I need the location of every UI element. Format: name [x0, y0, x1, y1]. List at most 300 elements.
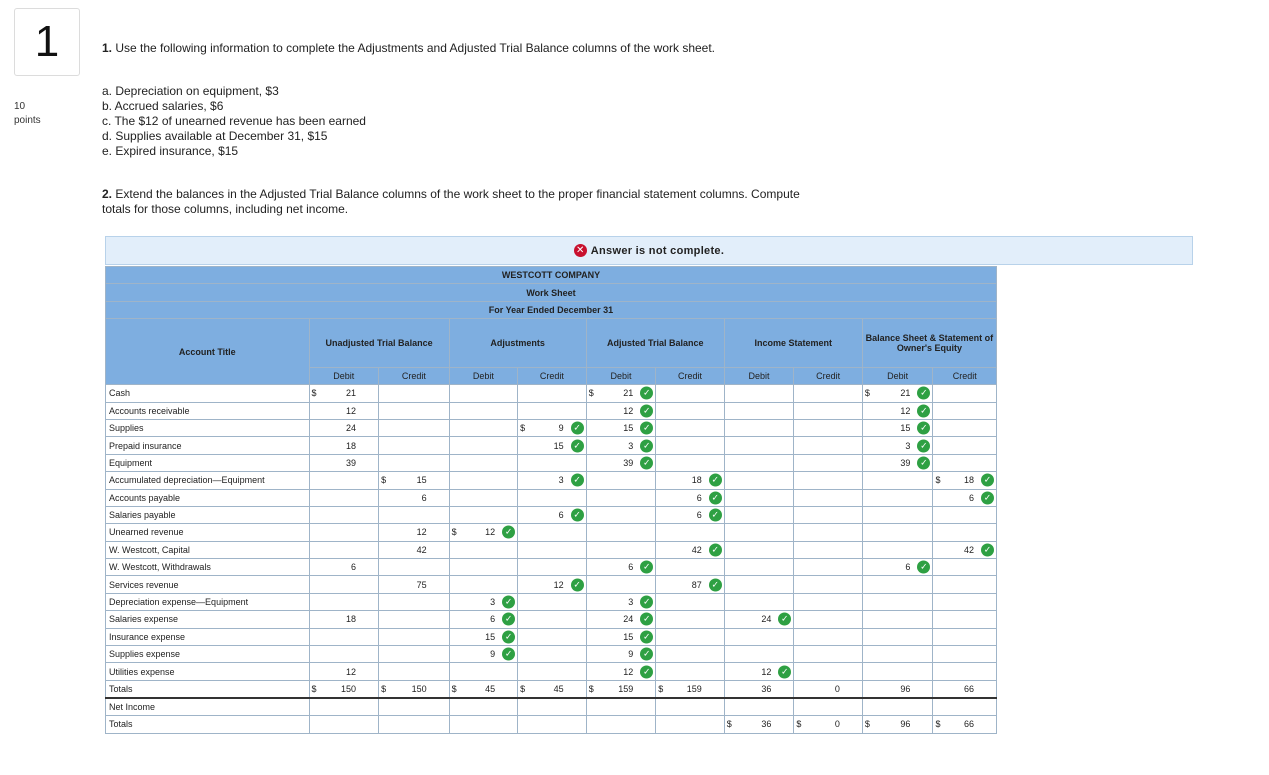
- worksheet-cell[interactable]: [933, 680, 997, 697]
- worksheet-cell[interactable]: [518, 680, 587, 697]
- worksheet-cell[interactable]: [794, 680, 863, 697]
- worksheet-cell[interactable]: [309, 559, 379, 576]
- table-row: [106, 680, 997, 697]
- worksheet-cell[interactable]: [724, 559, 794, 576]
- account-name: Accounts payable: [106, 489, 310, 506]
- cell-value: 15: [553, 440, 564, 451]
- worksheet-cell[interactable]: [862, 663, 933, 680]
- worksheet-cell[interactable]: [379, 402, 450, 419]
- worksheet-cell[interactable]: [379, 663, 450, 680]
- worksheet-cell[interactable]: [449, 698, 518, 716]
- worksheet-cell[interactable]: [449, 524, 518, 541]
- worksheet-cell[interactable]: [794, 541, 863, 558]
- cell-value: 75: [416, 579, 427, 590]
- table-row: [106, 419, 997, 436]
- worksheet-cell[interactable]: [724, 472, 794, 489]
- worksheet-cell[interactable]: [724, 489, 794, 506]
- worksheet-cell[interactable]: [518, 454, 587, 471]
- worksheet-cell[interactable]: [862, 472, 933, 489]
- cell-value: 39: [623, 457, 634, 468]
- worksheet-cell[interactable]: [724, 454, 794, 471]
- worksheet-cell[interactable]: [518, 611, 587, 628]
- worksheet-cell[interactable]: [862, 437, 933, 454]
- worksheet-cell[interactable]: [309, 628, 379, 645]
- worksheet-cell[interactable]: [586, 593, 656, 610]
- worksheet-cell[interactable]: [724, 506, 794, 523]
- worksheet-cell[interactable]: [586, 506, 656, 523]
- worksheet-cell[interactable]: [379, 646, 450, 663]
- worksheet-cell[interactable]: [794, 628, 863, 645]
- worksheet-cell[interactable]: [656, 524, 725, 541]
- worksheet-cell[interactable]: [794, 454, 863, 471]
- account-name: Totals: [106, 680, 310, 697]
- worksheet-cell[interactable]: [724, 402, 794, 419]
- worksheet-cell[interactable]: [518, 646, 587, 663]
- worksheet-cell[interactable]: [794, 716, 863, 733]
- worksheet-cell[interactable]: [933, 472, 997, 489]
- worksheet-cell[interactable]: [794, 646, 863, 663]
- worksheet-cell[interactable]: [656, 663, 725, 680]
- table-row: [106, 489, 997, 506]
- table-row: [106, 593, 997, 610]
- worksheet-cell[interactable]: [449, 541, 518, 558]
- worksheet-cell[interactable]: [862, 680, 933, 697]
- worksheet-cell[interactable]: [309, 646, 379, 663]
- worksheet-cell[interactable]: [724, 576, 794, 593]
- worksheet-cell[interactable]: [586, 680, 656, 697]
- cell-value: 3: [628, 440, 634, 451]
- check-circle-icon: ✓: [709, 509, 722, 522]
- worksheet-cell[interactable]: [586, 611, 656, 628]
- dollar-sign: $: [864, 719, 870, 730]
- cell-value: 6: [696, 510, 702, 521]
- worksheet-cell[interactable]: [656, 611, 725, 628]
- worksheet-cell[interactable]: [724, 628, 794, 645]
- worksheet-cell[interactable]: [724, 716, 794, 733]
- dollar-sign: $: [935, 475, 941, 486]
- worksheet-cell[interactable]: [862, 611, 933, 628]
- worksheet-cell[interactable]: [862, 419, 933, 436]
- cell-value: 6: [696, 492, 702, 503]
- cell-value: 12: [416, 527, 427, 538]
- worksheet-cell[interactable]: [656, 593, 725, 610]
- worksheet-cell[interactable]: [862, 402, 933, 419]
- worksheet-cell[interactable]: [933, 489, 997, 506]
- worksheet-cell[interactable]: [656, 646, 725, 663]
- worksheet-cell[interactable]: [656, 506, 725, 523]
- worksheet-table: [105, 266, 997, 734]
- worksheet-cell[interactable]: [379, 559, 450, 576]
- worksheet-cell[interactable]: [309, 489, 379, 506]
- check-circle-icon: ✓: [917, 387, 930, 400]
- cell-value: 18: [691, 475, 702, 486]
- cell-value: 150: [341, 683, 357, 694]
- check-circle-icon: ✓: [640, 422, 653, 435]
- cell-value: 12: [623, 405, 634, 416]
- dollar-sign: $: [381, 475, 387, 486]
- cell-value: 45: [485, 683, 496, 694]
- worksheet-cell[interactable]: [379, 698, 450, 716]
- check-circle-icon: ✓: [571, 509, 584, 522]
- worksheet-cell[interactable]: [379, 454, 450, 471]
- worksheet-cell[interactable]: [518, 576, 587, 593]
- worksheet-cell[interactable]: [933, 611, 997, 628]
- dollar-sign: $: [381, 683, 387, 694]
- worksheet-cell[interactable]: [449, 489, 518, 506]
- worksheet-cell[interactable]: [933, 454, 997, 471]
- worksheet-cell[interactable]: [449, 663, 518, 680]
- worksheet-cell[interactable]: [656, 716, 725, 733]
- worksheet-cell[interactable]: [656, 541, 725, 558]
- worksheet-cell[interactable]: [379, 524, 450, 541]
- cell-value: 12: [485, 527, 496, 538]
- worksheet-cell[interactable]: [379, 385, 450, 402]
- worksheet-cell[interactable]: [724, 541, 794, 558]
- cell-value: 0: [834, 683, 840, 694]
- check-circle-icon: ✓: [981, 474, 994, 487]
- worksheet-cell[interactable]: [586, 454, 656, 471]
- worksheet-cell[interactable]: [794, 437, 863, 454]
- cell-value: 15: [416, 475, 427, 486]
- worksheet-cell[interactable]: [794, 576, 863, 593]
- worksheet-cell[interactable]: [656, 489, 725, 506]
- worksheet-cell[interactable]: [518, 472, 587, 489]
- worksheet-cell[interactable]: [724, 646, 794, 663]
- worksheet-cell[interactable]: [933, 646, 997, 663]
- worksheet-cell[interactable]: [933, 628, 997, 645]
- cell-value: 42: [416, 544, 427, 555]
- cell-value: 18: [963, 475, 974, 486]
- debit-header: Debit: [586, 367, 656, 385]
- worksheet-cell[interactable]: [518, 628, 587, 645]
- worksheet-cell[interactable]: [449, 506, 518, 523]
- worksheet-cell[interactable]: [862, 593, 933, 610]
- worksheet-cell[interactable]: [586, 576, 656, 593]
- worksheet-period: For Year Ended December 31: [106, 301, 997, 318]
- worksheet-cell[interactable]: [656, 454, 725, 471]
- worksheet-cell[interactable]: [518, 437, 587, 454]
- worksheet-cell[interactable]: [724, 524, 794, 541]
- part2-line2: totals for those columns, including net income.: [102, 202, 349, 216]
- worksheet-cell[interactable]: [518, 593, 587, 610]
- worksheet-cell[interactable]: [309, 698, 379, 716]
- worksheet-cell[interactable]: [586, 472, 656, 489]
- worksheet-cell[interactable]: [449, 716, 518, 733]
- check-circle-icon: ✓: [709, 491, 722, 504]
- check-circle-icon: ✓: [640, 404, 653, 417]
- worksheet-cell[interactable]: [449, 611, 518, 628]
- worksheet-cell[interactable]: [309, 437, 379, 454]
- cell-value: 24: [346, 423, 357, 434]
- worksheet-cell[interactable]: [656, 437, 725, 454]
- worksheet-cell[interactable]: [656, 402, 725, 419]
- dollar-sign: $: [588, 683, 594, 694]
- check-circle-icon: ✓: [502, 596, 515, 609]
- worksheet-cell[interactable]: [586, 541, 656, 558]
- worksheet-cell[interactable]: [794, 419, 863, 436]
- worksheet-cell[interactable]: [309, 680, 379, 697]
- account-name: Salaries expense: [106, 611, 310, 628]
- worksheet-cell[interactable]: [933, 437, 997, 454]
- worksheet-cell[interactable]: [379, 472, 450, 489]
- worksheet-cell[interactable]: [586, 437, 656, 454]
- worksheet-cell[interactable]: [933, 559, 997, 576]
- worksheet-cell[interactable]: [518, 385, 587, 402]
- worksheet-cell[interactable]: [309, 611, 379, 628]
- credit-header: Credit: [933, 367, 997, 385]
- worksheet-cell[interactable]: [309, 506, 379, 523]
- worksheet-cell[interactable]: [724, 698, 794, 716]
- dollar-sign: $: [796, 719, 802, 730]
- worksheet-cell[interactable]: [862, 559, 933, 576]
- worksheet-cell[interactable]: [518, 559, 587, 576]
- worksheet-cell[interactable]: [309, 576, 379, 593]
- worksheet-cell[interactable]: [862, 489, 933, 506]
- worksheet-title: Work Sheet: [106, 284, 997, 301]
- worksheet-cell[interactable]: [794, 698, 863, 716]
- worksheet-cell[interactable]: [379, 437, 450, 454]
- worksheet-cell[interactable]: [794, 402, 863, 419]
- worksheet-cell[interactable]: [586, 559, 656, 576]
- worksheet-cell[interactable]: [309, 541, 379, 558]
- check-circle-icon: ✓: [917, 404, 930, 417]
- worksheet-cell[interactable]: [656, 680, 725, 697]
- worksheet-cell[interactable]: [518, 524, 587, 541]
- worksheet-cell[interactable]: [794, 385, 863, 402]
- worksheet-cell[interactable]: [724, 419, 794, 436]
- worksheet-cell[interactable]: [933, 716, 997, 733]
- check-circle-icon: ✓: [571, 439, 584, 452]
- worksheet-cell[interactable]: [309, 385, 379, 402]
- account-name: Net Income: [106, 698, 310, 716]
- worksheet-cell[interactable]: [724, 611, 794, 628]
- worksheet-cell[interactable]: [449, 437, 518, 454]
- table-row: [106, 402, 997, 419]
- worksheet-cell[interactable]: [309, 454, 379, 471]
- worksheet-cell[interactable]: [933, 506, 997, 523]
- table-row: [106, 524, 997, 541]
- check-circle-icon: ✓: [640, 456, 653, 469]
- check-circle-icon: ✓: [778, 665, 791, 678]
- worksheet-cell[interactable]: [449, 472, 518, 489]
- worksheet-cell[interactable]: [449, 646, 518, 663]
- worksheet-cell[interactable]: [933, 524, 997, 541]
- worksheet-cell[interactable]: [309, 593, 379, 610]
- account-name: W. Westcott, Capital: [106, 541, 310, 558]
- cell-value: 39: [346, 457, 357, 468]
- check-circle-icon: ✓: [571, 578, 584, 591]
- worksheet-cell[interactable]: [518, 506, 587, 523]
- dollar-sign: $: [451, 683, 457, 694]
- worksheet-cell[interactable]: [449, 419, 518, 436]
- worksheet-cell[interactable]: [379, 541, 450, 558]
- worksheet-cell[interactable]: [449, 680, 518, 697]
- worksheet-cell[interactable]: [586, 385, 656, 402]
- check-circle-icon: ✓: [917, 561, 930, 574]
- dollar-sign: $: [520, 423, 526, 434]
- worksheet-cell[interactable]: [518, 402, 587, 419]
- worksheet-cell[interactable]: [518, 489, 587, 506]
- worksheet-cell[interactable]: [586, 698, 656, 716]
- worksheet-cell[interactable]: [862, 541, 933, 558]
- cell-value: 6: [628, 562, 634, 573]
- debit-header: Debit: [724, 367, 794, 385]
- cell-value: 96: [900, 683, 911, 694]
- worksheet-cell[interactable]: [449, 402, 518, 419]
- table-row: [106, 716, 997, 733]
- worksheet-cell[interactable]: [794, 559, 863, 576]
- worksheet-cell[interactable]: [518, 663, 587, 680]
- dollar-sign: $: [520, 683, 526, 694]
- worksheet-cell[interactable]: [449, 454, 518, 471]
- cell-value: 24: [623, 614, 634, 625]
- table-row: [106, 541, 997, 558]
- worksheet-cell[interactable]: [656, 576, 725, 593]
- account-name: Utilities expense: [106, 663, 310, 680]
- debit-header: Debit: [309, 367, 379, 385]
- worksheet-cell[interactable]: [794, 611, 863, 628]
- worksheet-cell[interactable]: [656, 472, 725, 489]
- credit-header: Credit: [794, 367, 863, 385]
- worksheet-cell[interactable]: [309, 402, 379, 419]
- worksheet-cell[interactable]: [724, 593, 794, 610]
- check-circle-icon: ✓: [640, 648, 653, 661]
- table-row: [106, 576, 997, 593]
- worksheet-cell[interactable]: [794, 472, 863, 489]
- table-row: [106, 437, 997, 454]
- points-label: points: [14, 115, 41, 126]
- worksheet-cell[interactable]: [379, 611, 450, 628]
- worksheet-cell[interactable]: [586, 716, 656, 733]
- cell-value: 15: [623, 423, 634, 434]
- check-circle-icon: ✓: [640, 439, 653, 452]
- credit-header: Credit: [518, 367, 587, 385]
- worksheet-cell[interactable]: [309, 716, 379, 733]
- worksheet-cell[interactable]: [933, 576, 997, 593]
- check-circle-icon: ✓: [502, 526, 515, 539]
- worksheet-cell[interactable]: [862, 628, 933, 645]
- worksheet-cell[interactable]: [933, 385, 997, 402]
- worksheet-cell[interactable]: [379, 419, 450, 436]
- worksheet-cell[interactable]: [309, 524, 379, 541]
- worksheet-cell[interactable]: [724, 385, 794, 402]
- worksheet-cell[interactable]: [933, 402, 997, 419]
- worksheet-cell[interactable]: [449, 559, 518, 576]
- part1-number: 1.: [102, 41, 113, 55]
- worksheet-cell[interactable]: [586, 628, 656, 645]
- account-name: Services revenue: [106, 576, 310, 593]
- worksheet-cell[interactable]: [379, 593, 450, 610]
- account-name: Supplies expense: [106, 646, 310, 663]
- worksheet-cell[interactable]: [794, 593, 863, 610]
- worksheet-cell[interactable]: [724, 663, 794, 680]
- worksheet-cell[interactable]: [586, 663, 656, 680]
- worksheet-cell[interactable]: [862, 506, 933, 523]
- worksheet-cell[interactable]: [379, 576, 450, 593]
- worksheet-cell[interactable]: [933, 698, 997, 716]
- worksheet-cell[interactable]: [656, 385, 725, 402]
- worksheet-cell[interactable]: [933, 541, 997, 558]
- worksheet-cell[interactable]: [309, 472, 379, 489]
- worksheet-cell[interactable]: [794, 489, 863, 506]
- worksheet-cell[interactable]: [586, 489, 656, 506]
- worksheet-cell[interactable]: [656, 628, 725, 645]
- cell-value: 3: [490, 597, 496, 608]
- account-title-header: Account Title: [106, 319, 310, 385]
- worksheet-cell[interactable]: [862, 385, 933, 402]
- worksheet-cell[interactable]: [724, 680, 794, 697]
- cell-value: 18: [346, 614, 357, 625]
- worksheet-cell[interactable]: [586, 419, 656, 436]
- cell-value: 12: [761, 666, 772, 677]
- cell-value: 15: [900, 423, 911, 434]
- points-value: 10: [14, 101, 26, 112]
- worksheet-cell[interactable]: [862, 576, 933, 593]
- dollar-sign: $: [311, 683, 317, 694]
- part1-text: Use the following information to complete the Adjustments and Adjusted Trial Balance columns of the work sheet.: [115, 41, 716, 55]
- worksheet-cell[interactable]: [933, 419, 997, 436]
- worksheet-cell[interactable]: [586, 646, 656, 663]
- worksheet-cell[interactable]: [379, 506, 450, 523]
- table-row: [106, 506, 997, 523]
- worksheet-cell[interactable]: [309, 419, 379, 436]
- worksheet-cell[interactable]: [379, 716, 450, 733]
- worksheet-cell[interactable]: [933, 593, 997, 610]
- worksheet-cell[interactable]: [794, 506, 863, 523]
- worksheet-cell[interactable]: [518, 698, 587, 716]
- worksheet-cell[interactable]: [656, 559, 725, 576]
- worksheet-cell[interactable]: [862, 716, 933, 733]
- worksheet-cell[interactable]: [309, 663, 379, 680]
- worksheet-cell[interactable]: [862, 646, 933, 663]
- account-name: Equipment: [106, 454, 310, 471]
- worksheet-cell[interactable]: [449, 385, 518, 402]
- worksheet-cell[interactable]: [379, 628, 450, 645]
- table-row: [106, 559, 997, 576]
- worksheet-cell[interactable]: [449, 593, 518, 610]
- table-row: [106, 454, 997, 471]
- cell-value: 12: [346, 666, 357, 677]
- check-circle-icon: ✓: [709, 578, 722, 591]
- part1-instruction: [102, 41, 715, 56]
- worksheet-cell[interactable]: [379, 489, 450, 506]
- worksheet-cell[interactable]: [449, 628, 518, 645]
- worksheet-cell[interactable]: [862, 524, 933, 541]
- worksheet-cell[interactable]: [862, 454, 933, 471]
- check-circle-icon: ✓: [571, 422, 584, 435]
- cell-value: 9: [628, 649, 634, 660]
- worksheet-cell[interactable]: [794, 524, 863, 541]
- worksheet-cell[interactable]: [933, 663, 997, 680]
- check-circle-icon: ✓: [709, 474, 722, 487]
- worksheet-cell[interactable]: [518, 541, 587, 558]
- worksheet-cell[interactable]: [586, 402, 656, 419]
- cell-value: 39: [900, 457, 911, 468]
- check-circle-icon: ✓: [917, 456, 930, 469]
- worksheet-cell[interactable]: [794, 663, 863, 680]
- worksheet-cell[interactable]: [862, 698, 933, 716]
- cell-value: 150: [411, 683, 427, 694]
- worksheet-cell[interactable]: [518, 419, 587, 436]
- worksheet-cell[interactable]: [449, 576, 518, 593]
- worksheet-cell[interactable]: [379, 680, 450, 697]
- worksheet-cell[interactable]: [656, 698, 725, 716]
- worksheet-cell[interactable]: [586, 524, 656, 541]
- worksheet-cell[interactable]: [518, 716, 587, 733]
- cell-value: 3: [628, 597, 634, 608]
- worksheet-cell[interactable]: [656, 419, 725, 436]
- worksheet-cell[interactable]: [724, 437, 794, 454]
